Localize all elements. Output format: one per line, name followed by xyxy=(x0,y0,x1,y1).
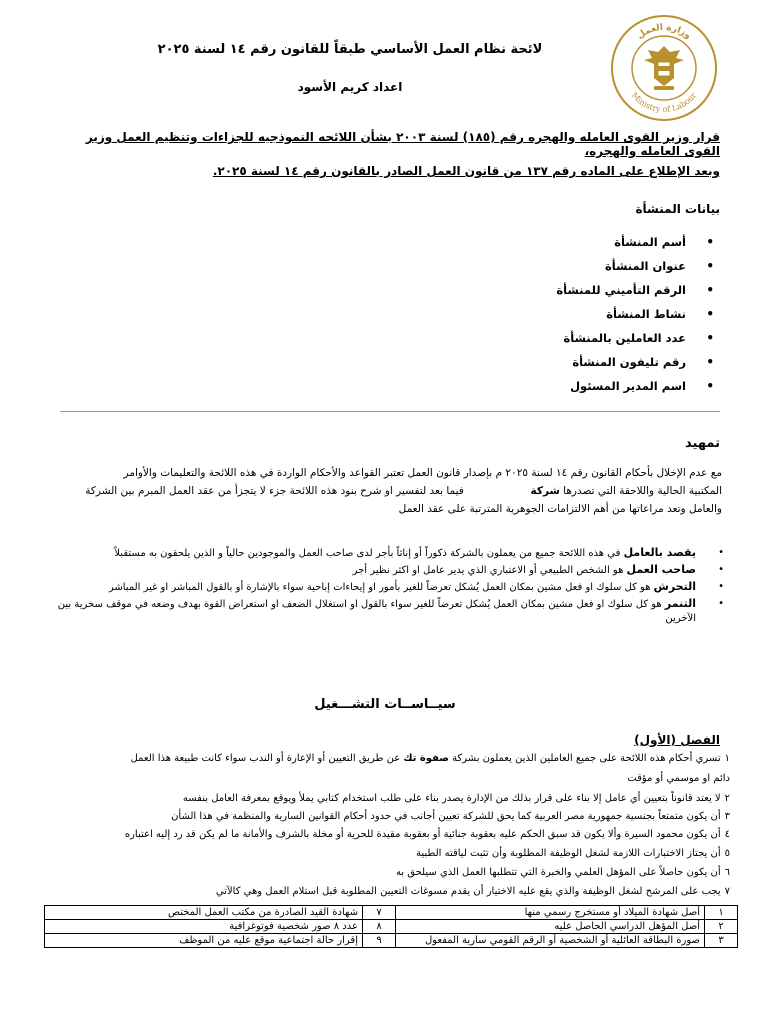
rule-item-4: ٤أن يكون محمود السيرة وألا يكون قد سبق الحكم عليه بعقوبة جنائية أو بعقوبة مقيدة للحرية أو مخلة بالشرف والأمانة ما لم يكن قد رد إليه اعتباره xyxy=(124,829,730,840)
chapter-title: الفصل (الأول) xyxy=(634,733,720,747)
svg-text:وزارة العمل: وزارة العمل xyxy=(635,22,693,42)
preface-line-1: مع عدم الإخلال بأحكام القانون رقم ١٤ لسنة ٢٠٢٥ م بإصدار قانون العمل تعتبر القواعد والأحكام الواردة في هذه اللائحة والتعليمات والأوامر xyxy=(123,467,722,479)
establishment-list xyxy=(420,235,720,403)
rule-item-7: ٧يجب على المرشح لشغل الوظيفة والذي يقع عليه الاختيار أن يقدم مسوغات التعيين المطلوبة قبل استلام العمل وهي كالآتي xyxy=(215,886,730,897)
section-divider xyxy=(60,411,720,412)
eagle-emblem-icon xyxy=(644,46,684,90)
list-item: • رقم تليفون المنشأة xyxy=(420,355,720,379)
list-item: • اسم المدير المسئول xyxy=(420,379,720,403)
preface-line-3: والعامل وتعد مراعاتها من أهم الالتزامات الجوهرية المترتبة على عقد العمل xyxy=(398,503,722,515)
definition-item: • صاحب العمل هو الشخص الطبيعي أو الاعتباري الذي يدير عامل او اكثر نظير أجر xyxy=(40,563,730,578)
preface-line-2: المكتبية الحالية واللاحقة التي تصدرها شركة فيما بعد لتفسير او شرح بنود هذه اللائحة جزء لا يتجزأ من عقد العمل المبرم بين الشركة xyxy=(85,485,722,497)
company-name: شركة xyxy=(530,485,560,497)
list-item: • عنوان المنشأة xyxy=(420,259,720,283)
definition-item: • التحرش هو كل سلوك او فعل مشين بمكان العمل يُشكل تعرضاً للغير بأمور او إيحاءات إباحية سواء بالإشارة أو بالقول المباشر او غير المباشر xyxy=(40,580,730,595)
table-row: ١ أصل شهادة الميلاد أو مستخرج رسمي منها ٧ شهادة القيد الصادرة من مكتب العمل المختص xyxy=(45,906,738,920)
list-item: • عدد العاملين بالمنشأة xyxy=(420,331,720,355)
rule-item-2: ٢لا يعتد قانوناً بتعيين أي عامل إلا بناء على قرار بذلك من الإدارة يصدر بناء على طلب استخدام كتابي يملأ ويوقع بمعرفة العامل بنفسه xyxy=(182,793,730,804)
preface-title: تمهيد xyxy=(685,436,720,451)
documents-table xyxy=(44,905,738,948)
table-row: ٢ أصل المؤهل الدراسي الحاصل عليه ٨ عدد ٨ صور شخصية فوتوغرافية xyxy=(45,920,738,934)
table-row: ٣ صورة البطاقة العائلية أو الشخصية أو الرقم القومي سارية المفعول ٩ إقرار حالة اجتماعية موقع عليه من الموظف xyxy=(45,934,738,948)
ministry-seal-logo xyxy=(608,12,720,124)
decree-line-1: قرار وزير القوى العامله والهجره رقم (١٨٥) لسنة ٢٠٠٣ بشأن اللائحه النموذجيه للجزاءات وتنظيم العمل وزير القوى العامله والهجره، xyxy=(85,130,720,158)
rule-item-3: ٣أن يكون متمتعاً بجنسية جمهورية مصر العربية كما يحق للشركة تعيين أجانب في حدود أحكام القوانين السارية والمنظمة في هذا الشأن xyxy=(171,811,730,822)
document-author: اعداد كريم الأسود xyxy=(297,80,403,94)
definitions-list xyxy=(40,546,730,628)
rule-item-5: ٥أن يجتاز الاختبارات اللازمة لشغل الوظيفة المطلوبة وأن تثبت لياقته الطبية xyxy=(416,848,730,859)
svg-text:Ministry of Labour: Ministry of Labour xyxy=(629,90,699,115)
establishment-section-title: بيانات المنشأة xyxy=(635,202,720,216)
document-title: لائحة نظام العمل الأساسي طبقاً للقانون رقم ١٤ لسنة ٢٠٢٥ xyxy=(157,42,543,57)
operations-title: سيــاســات التشـــغيل xyxy=(314,697,456,712)
rule-item-6: ٦أن يكون حاصلاً على المؤهل العلمي والخبرة التي تتطلبها العمل الذي سيلحق به xyxy=(395,867,730,878)
definition-item: • يقصد بالعامل في هذه اللائحة جميع من يعملون بالشركة ذكوراً أو إناثاً بأجر لدى صاحب العمل والموجودين حالياً و الذين يلحقون به مستقبلاً xyxy=(40,546,730,561)
decree-line-2: وبعد الإطلاع على الماده رقم ١٣٧ من قانون العمل الصادر بالقانون رقم ١٤ لسنة ٢٠٢٥. xyxy=(212,164,720,178)
list-item: • نشاط المنشأة xyxy=(420,307,720,331)
preface-paragraph xyxy=(40,464,722,518)
definition-item: • التنمر هو كل سلوك او فعل مشين بمكان العمل يُشكل تعرضاً للغير سواء بالقول او استغلال الضعف او استعراض القوة بهدف وضعه في موقف سخرية بين الآخرين xyxy=(40,597,730,626)
list-item: • أسم المنشأة xyxy=(420,235,720,259)
rule-item-1: ١تسري أحكام هذه اللائحة على جميع العاملين الذين يعملون بشركة صفوة تك عن طريق التعيين أو الإعارة أو الندب سواء كانت طبيعة هذا العمل دائم او موسمي أو مؤقت xyxy=(130,753,730,784)
list-item: • الرقم التأميني للمنشأة xyxy=(420,283,720,307)
